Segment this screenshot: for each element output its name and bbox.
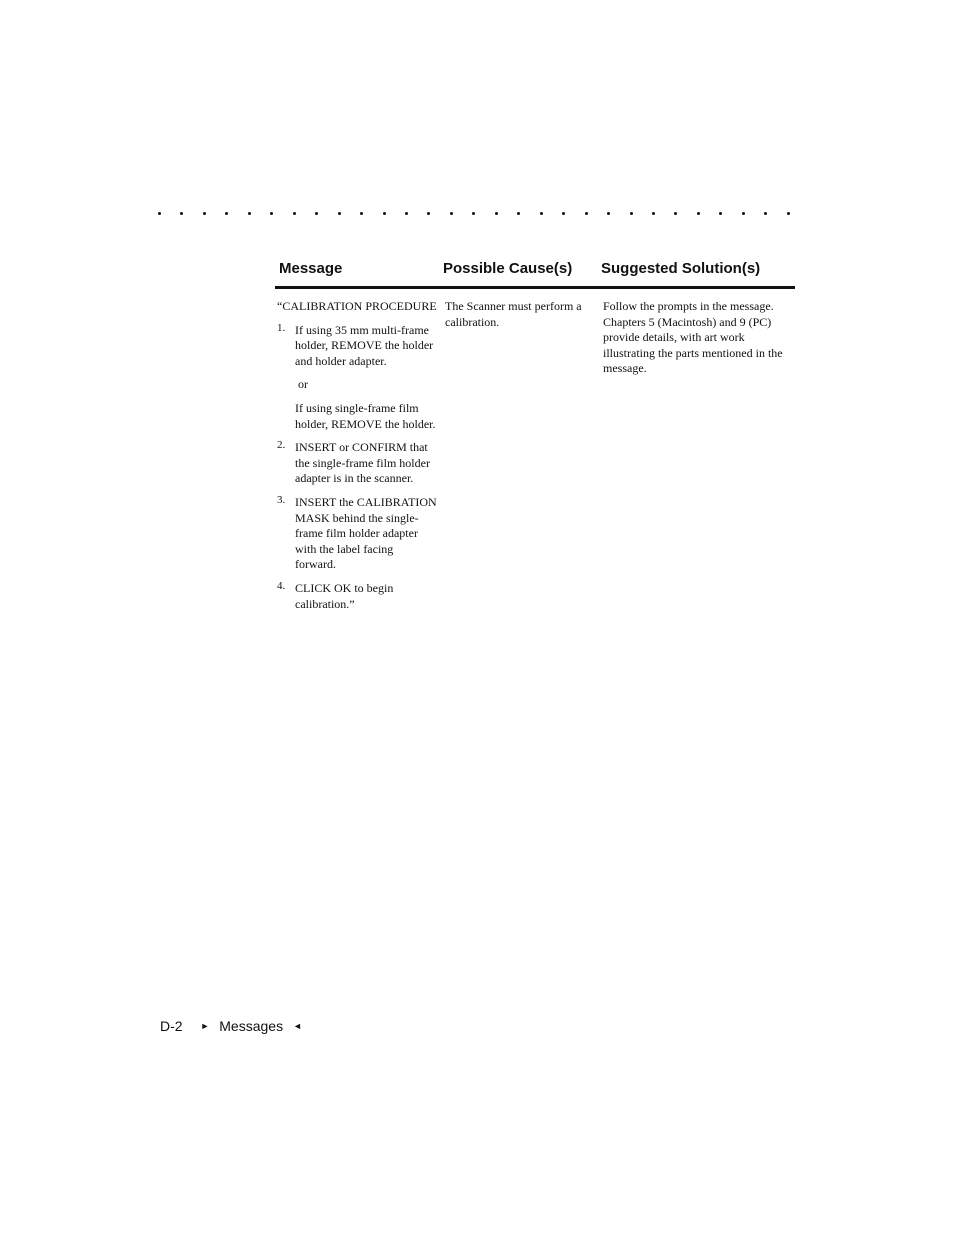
cause-cell: The Scanner must perform a calibration. — [445, 299, 582, 329]
step-number: 1. — [277, 321, 286, 334]
message-cell — [277, 299, 437, 620]
step-or: or — [298, 377, 308, 392]
table-header — [0, 258, 954, 282]
page-number: D-2 — [160, 1018, 183, 1034]
step-number: 2. — [277, 439, 286, 452]
step-number: 4. — [277, 579, 286, 592]
arrow-left-icon: ◄ — [292, 1021, 302, 1031]
step-text: INSERT the CALIBRATION MASK behind the single-frame film holder adapter with the label facing forward. — [295, 494, 437, 572]
section-title: Messages — [219, 1018, 284, 1034]
step-text: CLICK OK to begin calibration.” — [295, 580, 394, 611]
solution-cell: Follow the prompts in the message. Chapters 5 (Macintosh) and 9 (PC) provide details, with art work illustrating the parts mentioned in the message. — [603, 299, 783, 376]
step-text: If using 35 mm multi-frame holder, REMOVE the holder and holder adapter. — [295, 322, 434, 368]
message-intro: “CALIBRATION PROCEDURE — [277, 299, 437, 313]
dotted-separator — [158, 208, 790, 218]
step-2 — [277, 440, 437, 487]
header-suggested-solution: Suggested Solution(s) — [601, 260, 761, 277]
step-1-alt: If using single-frame film holder, REMOVE the holder. — [295, 400, 436, 431]
page-footer — [160, 1018, 302, 1034]
arrow-right-icon: ► — [200, 1021, 210, 1031]
step-text: INSERT or CONFIRM that the single-frame film holder adapter is in the scanner. — [295, 440, 430, 486]
header-message: Message — [279, 260, 343, 277]
step-4 — [277, 581, 437, 612]
header-possible-cause: Possible Cause(s) — [443, 260, 573, 277]
header-rule — [275, 286, 795, 289]
step-3 — [277, 495, 437, 573]
step-number: 3. — [277, 493, 286, 506]
step-1 — [277, 323, 437, 370]
